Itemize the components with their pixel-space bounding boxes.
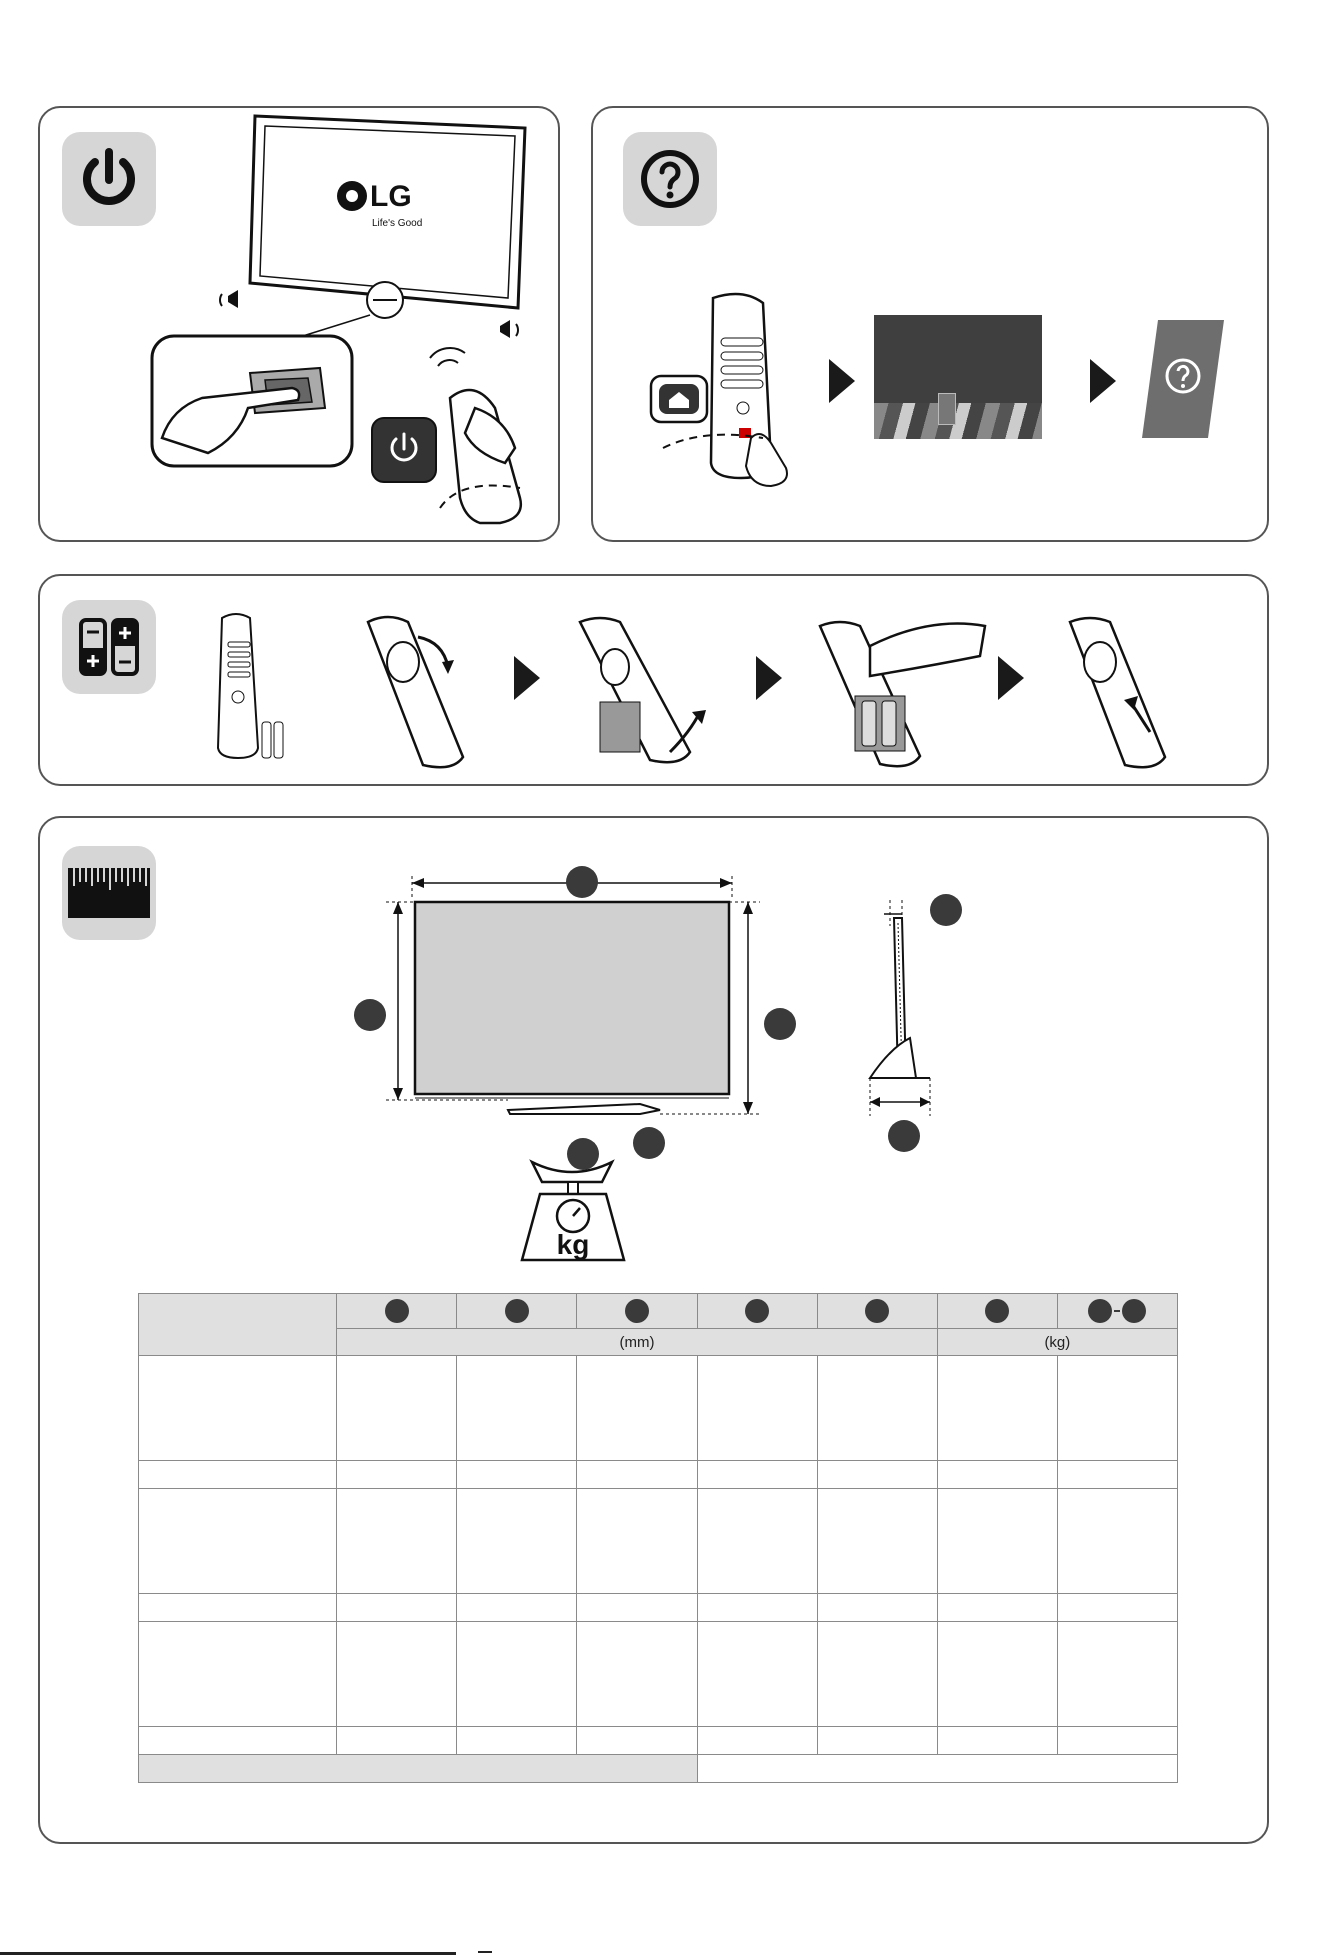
unit-kg-label: (kg) <box>937 1329 1177 1356</box>
col-marker-icon <box>865 1299 889 1323</box>
col-marker-icon <box>1122 1299 1146 1323</box>
table-row <box>139 1594 1178 1622</box>
col-marker-icon <box>625 1299 649 1323</box>
col-marker-icon <box>1088 1299 1112 1323</box>
col-header-c <box>577 1294 697 1329</box>
menu-screen-illustration <box>874 315 1042 439</box>
footer-label-cell <box>139 1755 698 1783</box>
col-header-d <box>697 1294 817 1329</box>
table-row <box>139 1356 1178 1461</box>
table-row <box>139 1622 1178 1727</box>
table-row <box>139 1489 1178 1594</box>
dimension-marker-a <box>566 866 598 898</box>
remote-with-batteries <box>210 612 290 762</box>
dimension-marker-f <box>930 894 962 926</box>
step-arrow <box>514 656 540 700</box>
step-arrow <box>756 656 782 700</box>
tv-tagline: Life's Good <box>372 218 423 229</box>
col-header-b <box>457 1294 577 1329</box>
dimension-marker-g <box>888 1120 920 1152</box>
battery-step-close-cover <box>1050 612 1190 772</box>
power-panel <box>38 106 560 542</box>
battery-step-open-cover <box>358 612 478 772</box>
battery-step-insert-batteries <box>800 606 1000 776</box>
weight-scale-illustration <box>518 1154 628 1264</box>
col-marker-icon <box>985 1299 1009 1323</box>
step-arrow <box>829 359 855 403</box>
ruler-icon <box>62 846 156 940</box>
col-header-e <box>817 1294 937 1329</box>
col-header-f <box>937 1294 1057 1329</box>
unit-mm-label: (mm) <box>337 1329 938 1356</box>
dimension-marker-c <box>764 1008 796 1040</box>
col-header-g <box>1057 1294 1177 1329</box>
dimension-marker-d <box>633 1127 665 1159</box>
scale-kg-label: kg <box>556 1229 590 1260</box>
col-header-a <box>337 1294 457 1329</box>
step-arrow <box>1090 359 1116 403</box>
tv-logo: LG <box>370 180 412 213</box>
help-remote-illustration <box>643 288 833 488</box>
col-marker-icon <box>745 1299 769 1323</box>
battery-icon <box>62 600 156 694</box>
table-footer-row <box>139 1755 1178 1783</box>
help-card-illustration <box>1140 318 1226 442</box>
footer-value-cell <box>697 1755 1178 1783</box>
question-icon <box>623 132 717 226</box>
battery-panel <box>38 574 1269 786</box>
battery-step-lift-cover <box>560 612 720 772</box>
tv-power-illustration <box>80 108 550 538</box>
tv-side-dimension-diagram <box>850 878 990 1128</box>
step-arrow <box>998 656 1024 700</box>
col-marker-icon <box>505 1299 529 1323</box>
table-row <box>139 1461 1178 1489</box>
model-header-cell <box>139 1294 337 1356</box>
footer-mark <box>478 1951 492 1953</box>
dimension-marker-b <box>354 999 386 1031</box>
help-panel <box>591 106 1269 542</box>
footer-divider <box>0 1952 456 1955</box>
col-marker-icon <box>385 1299 409 1323</box>
spec-table <box>138 1293 1178 1783</box>
table-row <box>139 1727 1178 1755</box>
